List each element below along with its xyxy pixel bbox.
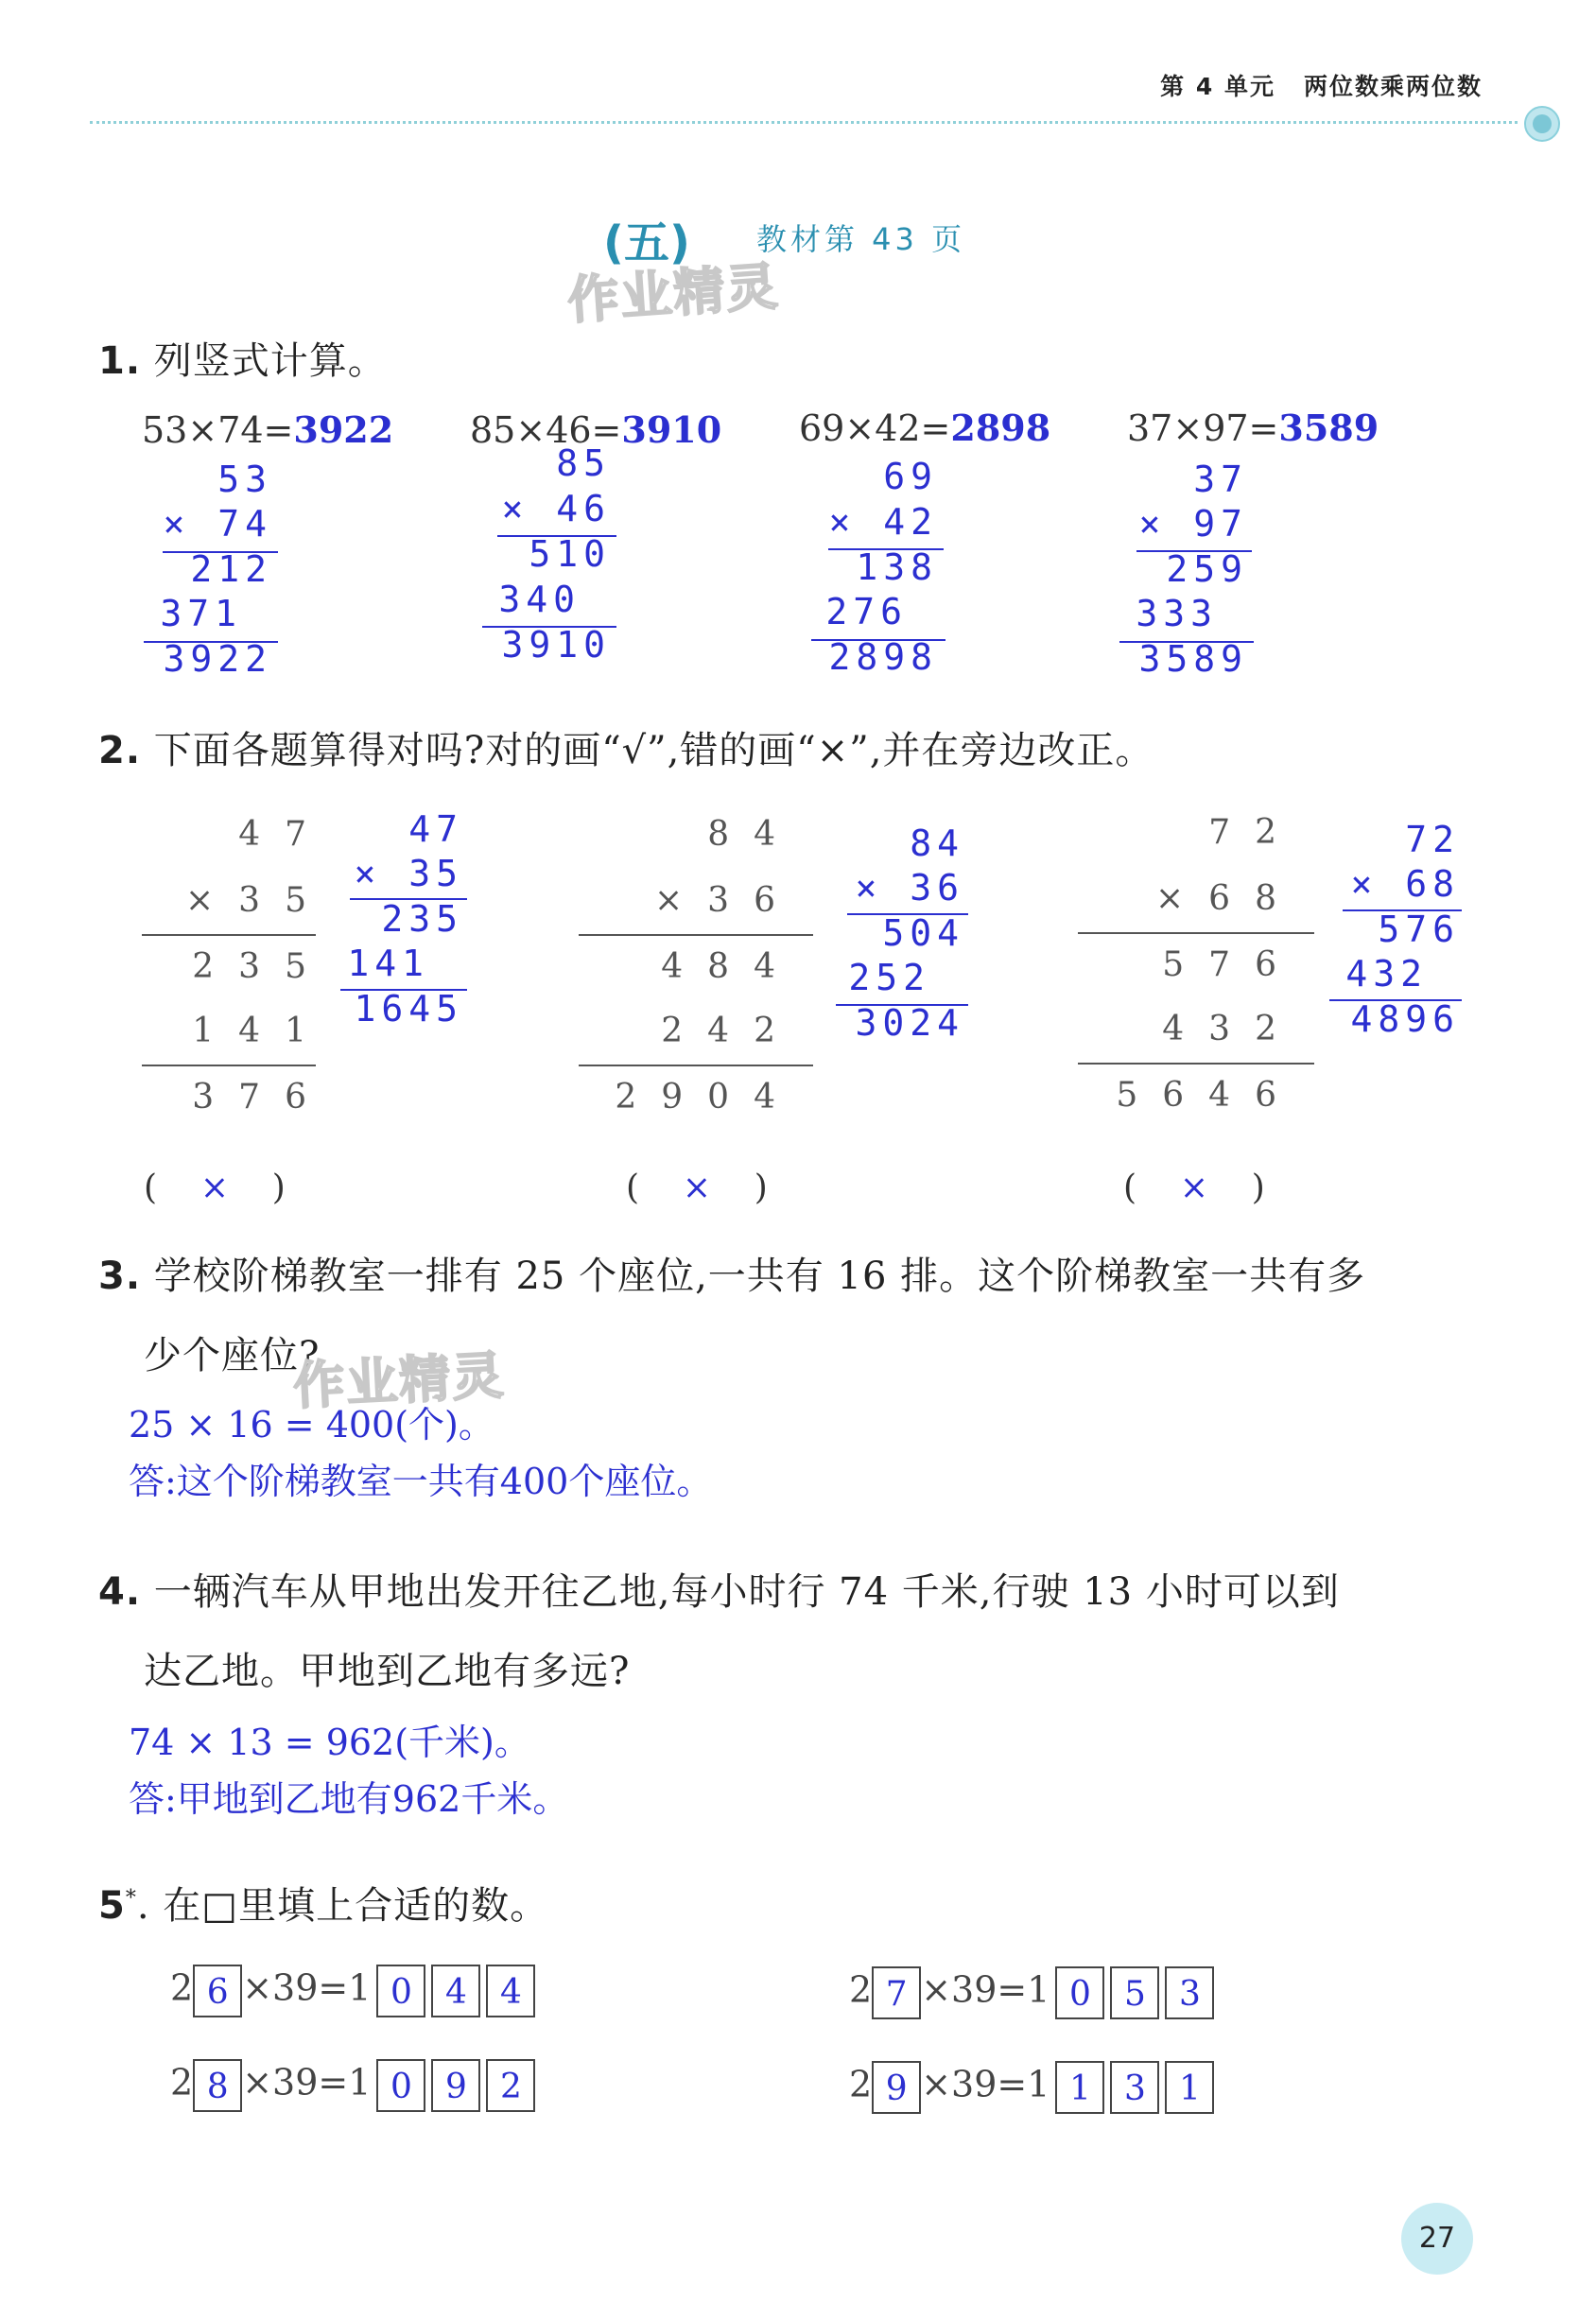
q2-item-2-a: 84 <box>707 815 800 854</box>
q2-item-1-judgement: ( × ) <box>144 1169 286 1207</box>
q1-item-1-a: 53 <box>217 459 272 500</box>
q5-heading <box>98 1876 548 1930</box>
q5-item-4: 2 9 ×39=1 1 3 1 <box>849 2061 1214 2114</box>
q1-item-2-answer: 3910 <box>621 408 722 451</box>
q2-item-1-c-a: 47 <box>408 808 463 850</box>
q5-star: * <box>125 1886 137 1911</box>
q1-item-2-b: × 46 <box>501 488 611 529</box>
q1-item-3-answer: 2898 <box>950 407 1051 449</box>
q5-item-4-r3: 1 <box>1165 2061 1214 2114</box>
q3-number: 3. <box>98 1255 142 1298</box>
q2-item-3-mark: × <box>1179 1169 1208 1207</box>
q1-item-4-p1: 259 <box>1166 548 1248 590</box>
q2-item-1-c-b: × 35 <box>354 853 463 894</box>
q5-item-4-r1: 1 <box>1055 2061 1104 2114</box>
q4-text-1: 一辆汽车从甲地出发开往乙地,每小时行 74 千米,行驶 13 小时可以到 <box>153 1570 1340 1614</box>
q5-item-4-digit: 9 <box>872 2061 921 2114</box>
q1-item-1-total: 3922 <box>163 638 272 680</box>
q3-text-2: 少个座位? <box>144 1334 321 1377</box>
watermark: 作业精灵 <box>565 256 782 331</box>
q1-text: 列竖式计算。 <box>153 339 387 383</box>
q1-item-3-b: × 42 <box>828 501 938 543</box>
q5-item-2-r2: 5 <box>1110 1966 1159 2019</box>
q1-item-4-b: × 97 <box>1138 503 1248 545</box>
q1-item-4-total: 3589 <box>1138 638 1248 680</box>
q2-item-3-a: 72 <box>1208 813 1301 852</box>
q5-item-1: 2 6 ×39=1 0 4 4 <box>170 1965 535 2017</box>
q2-item-2-line <box>579 934 813 936</box>
q2-item-3-total: 5646 <box>1116 1076 1301 1115</box>
q1-item-4-a: 37 <box>1193 459 1248 500</box>
q2-item-1-line <box>142 934 316 936</box>
q1-item-1-answer: 3922 <box>293 408 394 451</box>
header-divider <box>90 121 1518 124</box>
q5-item-2-r3: 3 <box>1165 1966 1214 2019</box>
q1-item-4-expr: 37×97=3589 <box>1127 407 1379 449</box>
q4-line-1 <box>98 1562 1340 1616</box>
q2-item-2-line2 <box>579 1065 813 1066</box>
q2-item-2-judgement: ( × ) <box>626 1169 768 1207</box>
q2-item-3-c-a: 72 <box>1405 819 1460 860</box>
q4-number: 4. <box>98 1570 142 1614</box>
q1-item-4-answer: 3589 <box>1278 407 1379 449</box>
q5-text: . 在□里填上合适的数。 <box>136 1884 549 1928</box>
q2-item-2-c-total: 3024 <box>855 1002 964 1044</box>
q5-number: 5 <box>98 1884 126 1928</box>
q1-item-2-total: 3910 <box>501 624 611 666</box>
q4-answer-text: 答:甲地到乙地有962千米。 <box>129 1778 569 1820</box>
q2-item-1-b: ×35 <box>185 881 331 920</box>
q2-item-3-line2 <box>1078 1063 1314 1065</box>
q5-item-2: 2 7 ×39=1 0 5 3 <box>849 1966 1214 2019</box>
q5-item-3-r2: 9 <box>431 2059 480 2112</box>
page-number: 27 <box>1401 2203 1473 2275</box>
q2-item-1-p1: 235 <box>192 947 331 986</box>
q1-item-2-p2: 340 <box>498 579 581 620</box>
section-subtitle: 教材第 43 页 <box>756 221 966 257</box>
q2-item-2-p2: 242 <box>661 1012 800 1050</box>
q5-item-4-r2: 3 <box>1110 2061 1159 2114</box>
q1-item-3-total: 2898 <box>828 636 938 678</box>
q5-item-1-r2: 4 <box>431 1965 480 2017</box>
q2-item-2-c-p1: 504 <box>882 912 964 954</box>
q5-item-1-r3: 4 <box>486 1965 535 2017</box>
unit-title: 两位数乘两位数 <box>1303 73 1483 100</box>
q1-item-1-p1: 212 <box>190 548 272 590</box>
q1-item-1-p2: 371 <box>160 593 242 634</box>
q2-item-2-c-a: 84 <box>910 822 964 864</box>
section-title: (五) <box>603 216 690 269</box>
q2-item-1-mark: × <box>200 1169 229 1207</box>
q5-item-3: 2 8 ×39=1 0 9 2 <box>170 2059 535 2112</box>
q2-item-2-mark: × <box>682 1169 711 1207</box>
q2-item-3-c-p1: 576 <box>1378 909 1460 950</box>
q2-item-3-b: ×68 <box>1155 879 1301 918</box>
q2-item-1-line2 <box>142 1065 316 1066</box>
q2-item-1-p2: 141 <box>192 1012 331 1050</box>
q5-item-1-digit: 6 <box>193 1965 242 2017</box>
q2-item-2-b: ×36 <box>654 881 800 920</box>
q3-line-1 <box>98 1246 1365 1300</box>
q4-answer-calc: 74 × 13 = 962(千米)。 <box>129 1722 530 1763</box>
q2-heading <box>98 720 1154 774</box>
q1-item-2-p1: 510 <box>529 533 611 575</box>
q1-item-3-expr: 69×42=2898 <box>799 407 1051 449</box>
q2-item-1-c-p2: 141 <box>347 943 429 984</box>
q4-text-2: 达乙地。甲地到乙地有多远? <box>144 1650 631 1693</box>
q3-answer-text: 答:这个阶梯教室一共有400个座位。 <box>129 1461 713 1502</box>
q2-number: 2. <box>98 729 142 772</box>
q1-item-3-p1: 138 <box>856 546 938 588</box>
q2-text: 下面各题算得对吗?对的画“√”,错的画“×”,并在旁边改正。 <box>153 729 1154 772</box>
q5-item-3-r3: 2 <box>486 2059 535 2112</box>
q1-item-4-p2: 333 <box>1136 593 1218 634</box>
q1-item-3-p2: 276 <box>825 591 908 632</box>
watermark-2: 作业精灵 <box>291 1345 507 1416</box>
q2-item-3-p1: 576 <box>1162 945 1301 984</box>
q1-number: 1. <box>98 339 142 383</box>
q5-item-3-digit: 8 <box>193 2059 242 2112</box>
q2-item-3-judgement: ( × ) <box>1123 1169 1265 1207</box>
page-header <box>1160 68 1483 102</box>
q1-heading <box>98 331 387 385</box>
q2-item-2-c-p2: 252 <box>848 957 930 998</box>
q2-item-3-p2: 432 <box>1162 1010 1301 1048</box>
q5-item-2-digit: 7 <box>872 1966 921 2019</box>
q2-item-2-p1: 484 <box>661 947 800 986</box>
q2-item-1-c-total: 1645 <box>354 988 463 1030</box>
q2-item-3-c-p2: 432 <box>1345 953 1428 995</box>
q2-item-2-c-b: × 36 <box>855 867 964 909</box>
q1-item-2-a: 85 <box>556 442 611 484</box>
q2-item-3-line <box>1078 932 1314 934</box>
q1-item-2-expr: 85×46=3910 <box>470 408 722 451</box>
q1-item-1-b: × 74 <box>163 503 272 545</box>
header-dot-icon <box>1524 106 1560 142</box>
q3-text-1: 学校阶梯教室一排有 25 个座位,一共有 16 排。这个阶梯教室一共有多 <box>153 1255 1366 1298</box>
q2-item-3-c-total: 4896 <box>1350 998 1460 1040</box>
q3-answer-calc: 25 × 16 = 400(个)。 <box>129 1404 494 1446</box>
q5-item-3-r1: 0 <box>376 2059 425 2112</box>
q5-item-2-r1: 0 <box>1055 1966 1104 2019</box>
q2-item-3-c-b: × 68 <box>1350 863 1460 905</box>
q2-item-1-c-p1: 235 <box>381 898 463 940</box>
q5-item-1-r1: 0 <box>376 1965 425 2017</box>
unit-label: 第 4 单元 <box>1160 73 1275 100</box>
q2-item-2-total: 2904 <box>615 1078 800 1117</box>
q1-item-3-a: 69 <box>883 456 938 497</box>
q1-item-1-expr: 53×74=3922 <box>142 408 394 451</box>
q2-item-1-total: 376 <box>192 1078 331 1117</box>
q2-item-1-a: 47 <box>238 815 331 854</box>
